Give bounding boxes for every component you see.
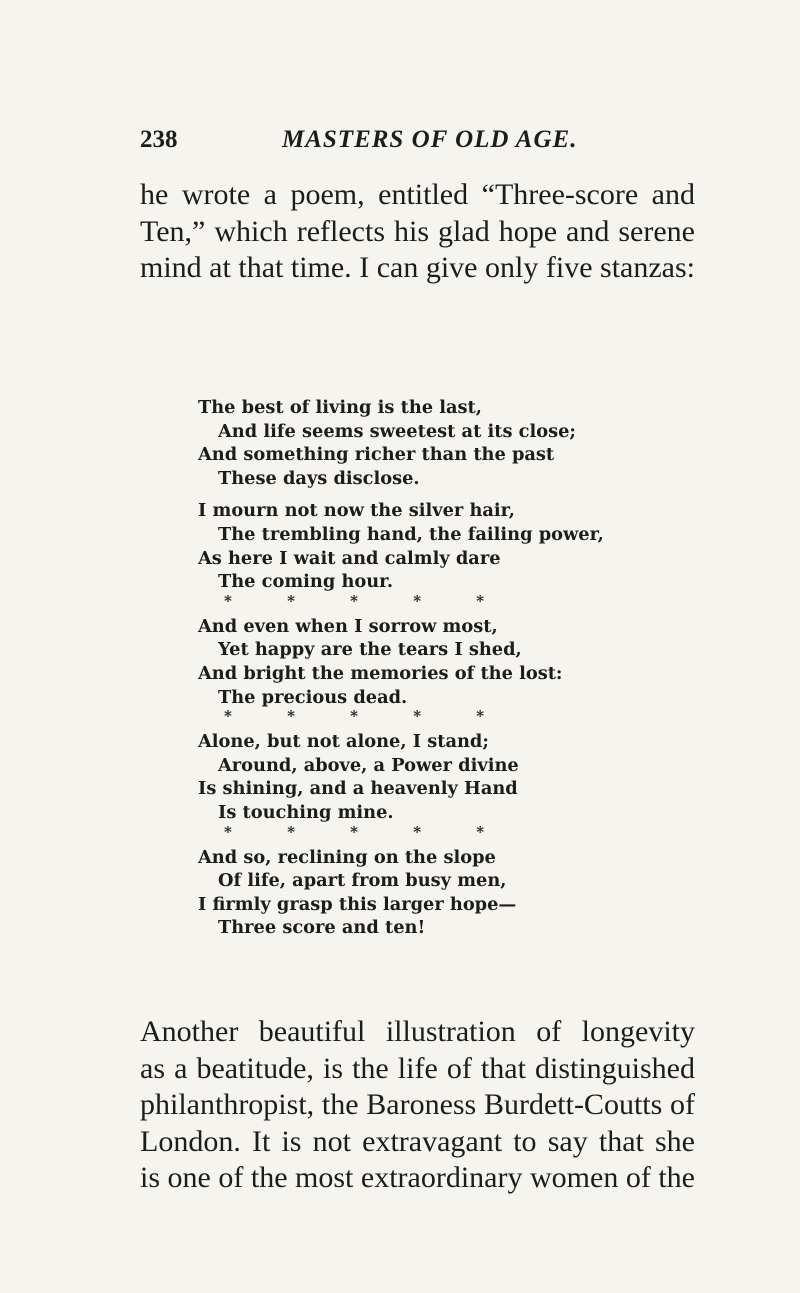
poem-line: The coming hour. [218, 571, 394, 593]
stanza-break-asterisks: * * * * * [224, 822, 510, 841]
closing-line: Another beautiful illustration of longevity [140, 1015, 695, 1048]
poem-line: And bright the memories of the lost: [198, 662, 563, 684]
poem [198, 396, 678, 949]
closing-line: is one of the most extraordinary women of the [140, 1161, 695, 1194]
poem-line: The trembling hand, the failing power, [218, 523, 604, 545]
stanza-break-asterisks: * * * * * [224, 707, 510, 726]
page-number: 238 [140, 126, 178, 153]
poem-line: Around, above, a Power divine [218, 754, 519, 776]
closing-paragraph [140, 1014, 695, 1197]
poem-line: Yet happy are the tears I shed, [218, 639, 522, 661]
stanza-break-asterisks: * * * * * [224, 591, 510, 610]
poem-line: Three score and ten! [218, 917, 426, 939]
poem-line: And something richer than the past [198, 444, 555, 466]
poem-line: As here I wait and calmly dare [198, 547, 501, 569]
poem-stanza [198, 499, 678, 593]
poem-line: Is shining, and a heavenly Hand [198, 778, 518, 800]
poem-line: These days disclose. [218, 467, 420, 489]
poem-stanza [198, 396, 678, 490]
intro-paragraph [140, 177, 695, 287]
poem-line: The precious dead. [218, 686, 408, 708]
poem-line: I mourn not now the silver hair, [198, 500, 515, 522]
poem-line: Of life, apart from busy men, [218, 870, 507, 892]
intro-line: he wrote a poem, entitled “Three-score and [140, 178, 695, 211]
poem-line: And life seems sweetest at its close; [218, 420, 576, 442]
intro-line: Ten,” which reflects his glad hope and serene [140, 214, 695, 248]
intro-line: mind at that time. I can give only five stanzas: [140, 251, 695, 284]
poem-line: Alone, but not alone, I stand; [198, 731, 489, 753]
poem-line: And even when I sorrow most, [198, 615, 498, 637]
poem-stanza [198, 730, 678, 824]
running-head: MASTERS OF OLD AGE. [282, 126, 578, 153]
poem-stanza [198, 846, 678, 940]
page-header [140, 122, 680, 162]
poem-stanza [198, 615, 678, 709]
closing-line: philanthropist, the Baroness Burdett-Coutts of [140, 1088, 695, 1121]
closing-line: London. It is not extravagant to say that she [140, 1124, 695, 1158]
poem-line: I firmly grasp this larger hope— [198, 893, 517, 915]
poem-line: Is touching mine. [218, 801, 394, 823]
poem-line: The best of living is the last, [198, 397, 482, 418]
poem-line: And so, reclining on the slope [198, 846, 496, 868]
closing-line: as a beatitude, is the life of that distinguished [140, 1051, 695, 1085]
